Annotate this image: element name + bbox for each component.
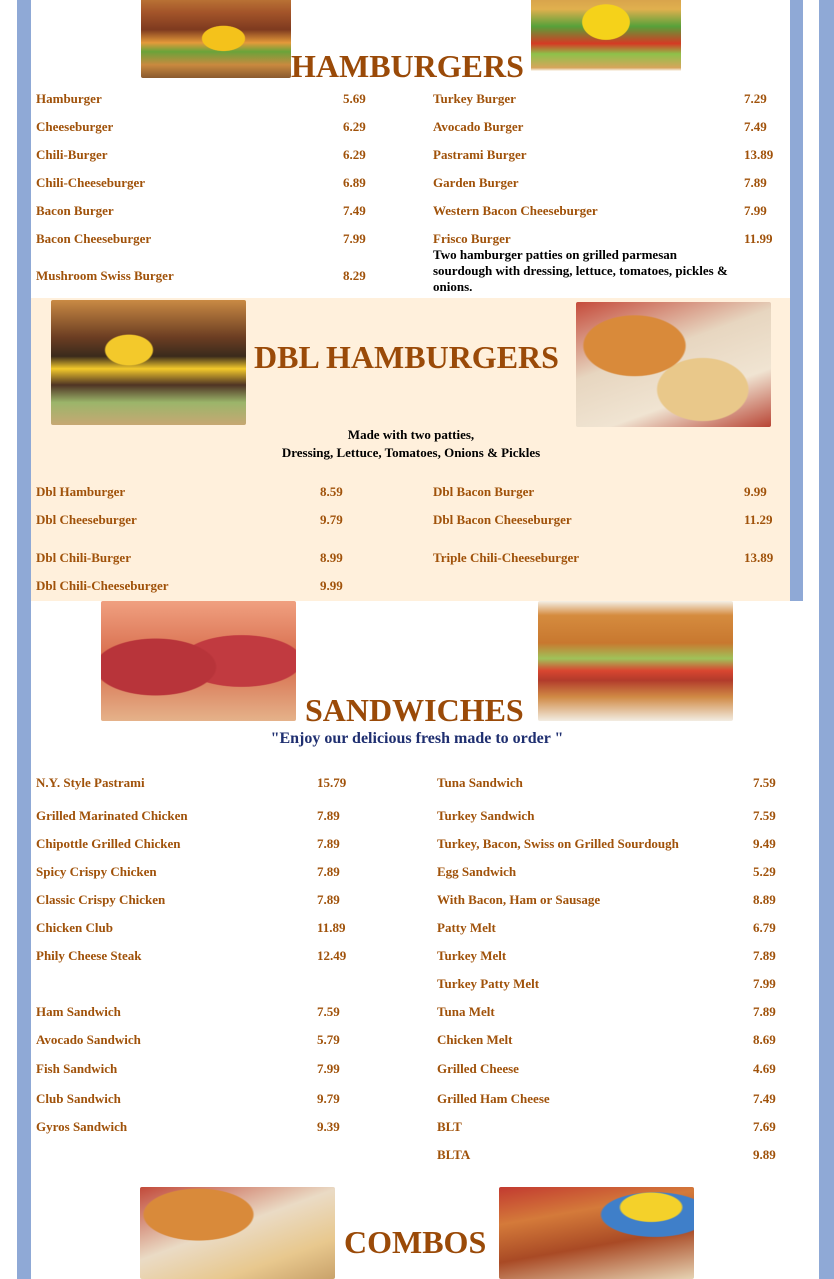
menu-item-name: Western Bacon Cheeseburger <box>433 203 598 218</box>
menu-item-name: Bacon Burger <box>36 203 114 218</box>
menu-item-price: 15.79 <box>317 775 347 790</box>
menu-item-price: 7.69 <box>753 1119 776 1134</box>
menu-item-name: N.Y. Style Pastrami <box>36 775 145 790</box>
menu-item-name: BLTA <box>437 1147 471 1162</box>
menu-item-name: Frisco Burger <box>433 231 511 246</box>
frisco-burger-description: Two hamburger patties on grilled parmesan sourdough with dressing, lettuce, tomatoes, pickles & onions. <box>433 247 728 294</box>
hamburgers-heading: HAMBURGERS <box>291 48 524 84</box>
double-bacon-burger-photo <box>51 300 246 425</box>
dbl-subtitle-line2: Dressing, Lettuce, Tomatoes, Onions & Pickles <box>281 445 541 460</box>
menu-item-name: Dbl Bacon Burger <box>433 484 535 499</box>
menu-item-name: With Bacon, Ham or Sausage <box>437 892 601 907</box>
burger-with-onion-rings-photo <box>576 302 771 427</box>
menu-item-price: 9.99 <box>744 484 767 499</box>
cheeseburger-photo <box>141 0 291 78</box>
menu-item-price: 7.89 <box>317 836 340 851</box>
menu-item-price: 6.89 <box>343 175 366 190</box>
menu-item-name: Dbl Bacon Cheeseburger <box>433 512 572 527</box>
menu-item-name: Tuna Sandwich <box>437 775 523 790</box>
menu-item-name: Dbl Cheeseburger <box>36 512 137 527</box>
menu-item-name: Chili-Burger <box>36 147 108 162</box>
menu-item-price: 7.49 <box>744 119 767 134</box>
menu-item-price: 9.79 <box>317 1091 340 1106</box>
menu-item-price: 11.99 <box>744 231 773 246</box>
menu-item-name: Chicken Club <box>36 920 113 935</box>
menu-item-name: Pastrami Burger <box>433 147 527 162</box>
menu-item-price: 11.29 <box>744 512 773 527</box>
menu-item-price: 7.59 <box>317 1004 340 1019</box>
menu-item-price: 5.29 <box>753 864 776 879</box>
menu-item-price: 7.59 <box>753 808 776 823</box>
menu-item-price: 13.89 <box>744 147 774 162</box>
menu-item-price: 7.89 <box>317 808 340 823</box>
menu-item-price: 7.89 <box>744 175 767 190</box>
menu-item-price: 5.69 <box>343 91 366 106</box>
menu-item-price: 8.29 <box>343 268 366 283</box>
menu-item-name: Dbl Chili-Burger <box>36 550 131 565</box>
menu-item-price: 6.29 <box>343 147 366 162</box>
menu-item-price: 6.79 <box>753 920 776 935</box>
pastrami-sandwich-photo <box>101 601 296 721</box>
menu-item-name: Mushroom Swiss Burger <box>36 268 174 283</box>
menu-item-price: 7.59 <box>753 775 776 790</box>
menu-item-price: 13.89 <box>744 550 774 565</box>
menu-item-name: BLT <box>437 1119 462 1134</box>
menu-item-name: Grilled Cheese <box>437 1061 519 1076</box>
menu-item-price: 9.79 <box>320 512 343 527</box>
menu-item-name: Patty Melt <box>437 920 496 935</box>
menu-item-price: 9.99 <box>320 578 343 593</box>
menu-item-name: Chipottle Grilled Chicken <box>36 836 181 851</box>
sandwiches-heading: SANDWICHES <box>305 692 524 728</box>
menu-item-price: 7.99 <box>744 203 767 218</box>
menu-item-price: 8.99 <box>320 550 343 565</box>
menu-item-price: 7.89 <box>753 1004 776 1019</box>
menu-item-name: Chili-Cheeseburger <box>36 175 146 190</box>
menu-item-name: Turkey Burger <box>433 91 516 106</box>
menu-item-name: Egg Sandwich <box>437 864 517 879</box>
right-border-stripe-top <box>790 0 803 601</box>
menu-item-price: 4.69 <box>753 1061 776 1076</box>
menu-item-price: 7.29 <box>744 91 767 106</box>
combo-burger-fries-drink-photo <box>499 1187 694 1279</box>
combos-heading: COMBOS <box>344 1224 487 1260</box>
dbl-hamburgers-heading: DBL HAMBURGERS <box>254 339 559 375</box>
menu-item-name: Turkey, Bacon, Swiss on Grilled Sourdough <box>437 836 679 851</box>
menu-item-name: Dbl Chili-Cheeseburger <box>36 578 169 593</box>
menu-item-price: 8.89 <box>753 892 776 907</box>
menu-item-name: Avocado Burger <box>433 119 524 134</box>
menu-item-name: Phily Cheese Steak <box>36 948 142 963</box>
menu-item-price: 8.69 <box>753 1032 776 1047</box>
menu-item-price: 9.49 <box>753 836 776 851</box>
menu-item-name: Fish Sandwich <box>36 1061 118 1076</box>
menu-item-name: Turkey Sandwich <box>437 808 535 823</box>
combo-burger-onion-rings-photo <box>140 1187 335 1279</box>
menu-item-name: Classic Crispy Chicken <box>36 892 166 907</box>
menu-item-name: Gyros Sandwich <box>36 1119 128 1134</box>
menu-item-price: 11.89 <box>317 920 346 935</box>
menu-item-price: 7.99 <box>343 231 366 246</box>
menu-item-price: 7.89 <box>753 948 776 963</box>
menu-item-price: 7.49 <box>343 203 366 218</box>
menu-item-name: Bacon Cheeseburger <box>36 231 152 246</box>
menu-item-name: Spicy Crispy Chicken <box>36 864 157 879</box>
menu-item-price: 7.49 <box>753 1091 776 1106</box>
menu-item-name: Garden Burger <box>433 175 519 190</box>
menu-item-name: Club Sandwich <box>36 1091 121 1106</box>
menu-item-price: 6.29 <box>343 119 366 134</box>
menu-item-price: 5.79 <box>317 1032 340 1047</box>
menu-item-name: Avocado Sandwich <box>36 1032 141 1047</box>
menu-item-price: 7.99 <box>753 976 776 991</box>
menu-item-name: Turkey Patty Melt <box>437 976 540 991</box>
dbl-subtitle-line1: Made with two patties, <box>347 427 475 442</box>
menu-item-name: Grilled Ham Cheese <box>437 1091 550 1106</box>
menu-item-name: Grilled Marinated Chicken <box>36 808 188 823</box>
menu-item-name: Tuna Melt <box>437 1004 495 1019</box>
menu-item-price: 7.89 <box>317 864 340 879</box>
menu-item-price: 9.89 <box>753 1147 776 1162</box>
menu-item-price: 7.99 <box>317 1061 340 1076</box>
avocado-burger-photo <box>531 0 681 78</box>
chicken-sandwich-photo <box>538 601 733 721</box>
menu-item-price: 7.89 <box>317 892 340 907</box>
right-border-stripe <box>819 0 834 1279</box>
menu-item-name: Ham Sandwich <box>36 1004 121 1019</box>
menu-item-name: Triple Chili-Cheeseburger <box>433 550 579 565</box>
menu-item-price: 9.39 <box>317 1119 340 1134</box>
menu-item-name: Hamburger <box>36 91 102 106</box>
left-border-stripe <box>17 0 31 1279</box>
sandwiches-tagline: "Enjoy our delicious fresh made to order " <box>270 730 564 747</box>
menu-item-name: Dbl Hamburger <box>36 484 126 499</box>
menu-item-name: Chicken Melt <box>437 1032 513 1047</box>
menu-item-price: 8.59 <box>320 484 343 499</box>
menu-item-name: Turkey Melt <box>437 948 507 963</box>
menu-item-price: 12.49 <box>317 948 347 963</box>
menu-item-name: Cheeseburger <box>36 119 114 134</box>
